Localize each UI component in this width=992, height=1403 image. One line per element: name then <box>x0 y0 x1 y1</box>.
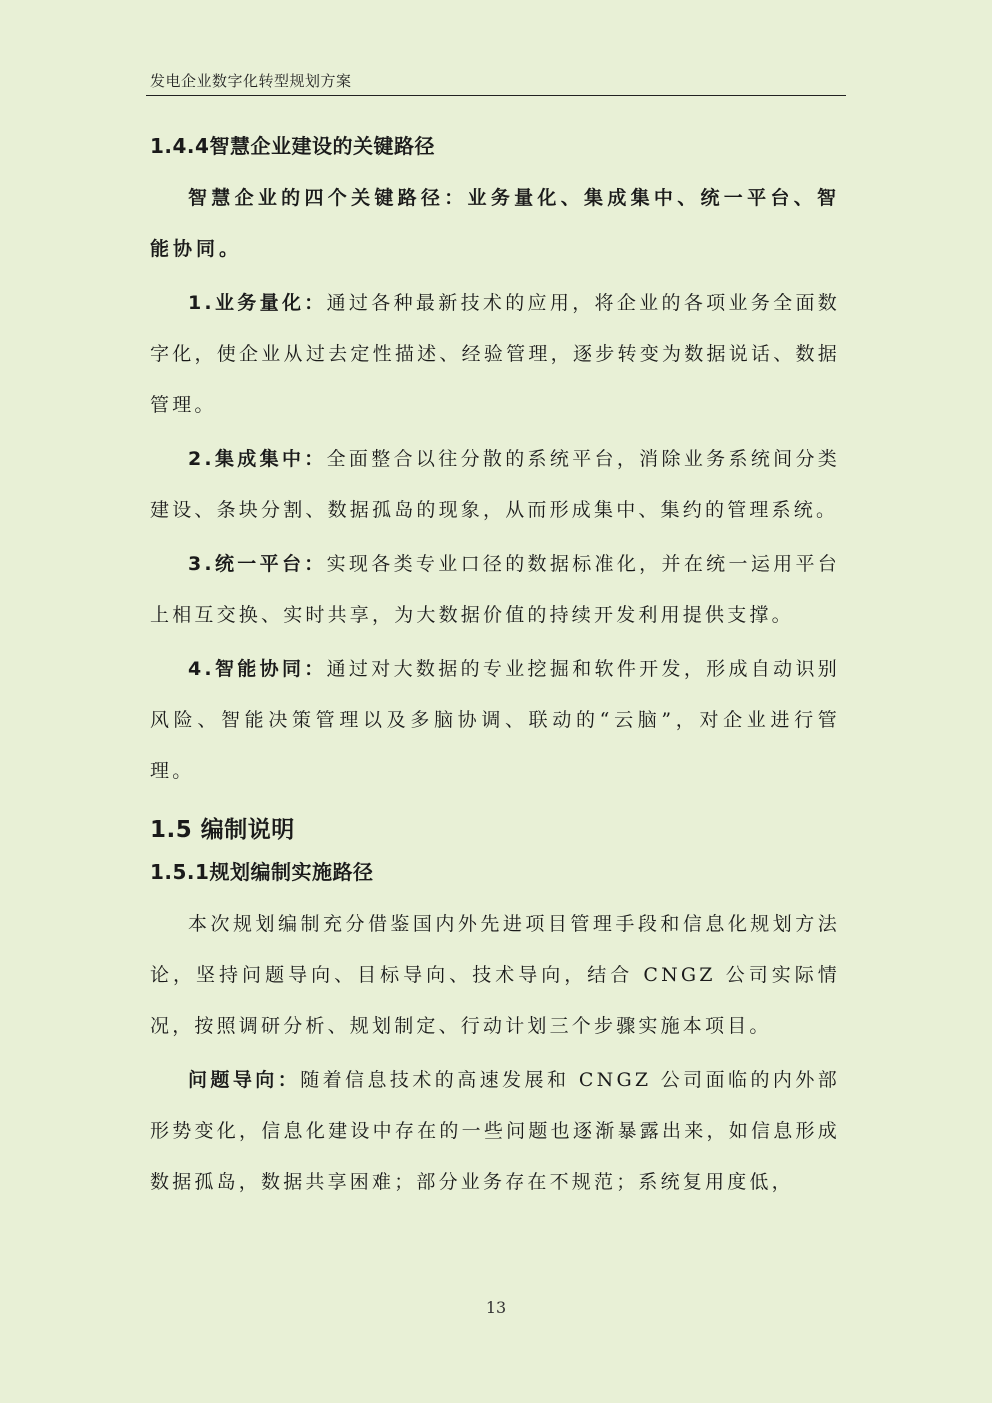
path-item-integration <box>150 434 840 536</box>
path-item-unified-platform <box>150 539 840 641</box>
problem-orientation-label: 问题导向： <box>188 1069 301 1091</box>
path-item-intelligent-collaboration <box>150 644 840 797</box>
planning-paragraph: 本次规划编制充分借鉴国内外先进项目管理手段和信息化规划方法论，坚持问题导向、目标导向、技术导向，结合 CNGZ 公司实际情况，按照调研分析、规划制定、行动计划三个步骤实施本项目。 <box>150 913 840 1037</box>
path-item-label: 4.智能协同： <box>188 658 327 680</box>
subsection-heading-1-4-4: 1.4.4智慧企业建设的关键路径 <box>150 134 435 158</box>
path-item-text: 全面整合以往分散的系统平台，消除业务系统间分类建设、条块分割、数据孤岛的现象，从而形成集中、集约的管理系统。 <box>150 448 840 521</box>
running-header: 发电企业数字化转型规划方案 <box>150 72 352 90</box>
header-rule <box>146 95 846 96</box>
section-heading-1-5: 1.5 编制说明 <box>150 817 295 843</box>
page-number: 13 <box>485 1298 507 1317</box>
page-content <box>150 125 840 1211</box>
path-item-label: 2.集成集中： <box>188 448 327 470</box>
path-item-label: 1.业务量化： <box>188 292 327 314</box>
key-paths-intro: 智慧企业的四个关键路径：业务量化、集成集中、统一平台、智能协同。 <box>150 187 840 260</box>
path-item-text: 通过对大数据的专业挖掘和软件开发，形成自动识别风险、智能决策管理以及多脑协调、联动的“云脑”，对企业进行管理。 <box>150 658 840 782</box>
path-item-text: 实现各类专业口径的数据标准化，并在统一运用平台上相互交换、实时共享，为大数据价值的持续开发利用提供支撑。 <box>150 553 840 626</box>
problem-orientation-paragraph <box>150 1055 840 1208</box>
subsection-heading-1-5-1: 1.5.1规划编制实施路径 <box>150 860 374 884</box>
problem-orientation-text: 随着信息技术的高速发展和 CNGZ 公司面临的内外部形势变化，信息化建设中存在的一些问题也逐渐暴露出来，如信息形成数据孤岛，数据共享困难；部分业务存在不规范；系统复用度低， <box>150 1069 840 1193</box>
path-item-text: 通过各种最新技术的应用，将企业的各项业务全面数字化，使企业从过去定性描述、经验管理，逐步转变为数据说话、数据管理。 <box>150 292 840 416</box>
path-item-label: 3.统一平台： <box>188 553 327 575</box>
path-item-quantification <box>150 278 840 431</box>
